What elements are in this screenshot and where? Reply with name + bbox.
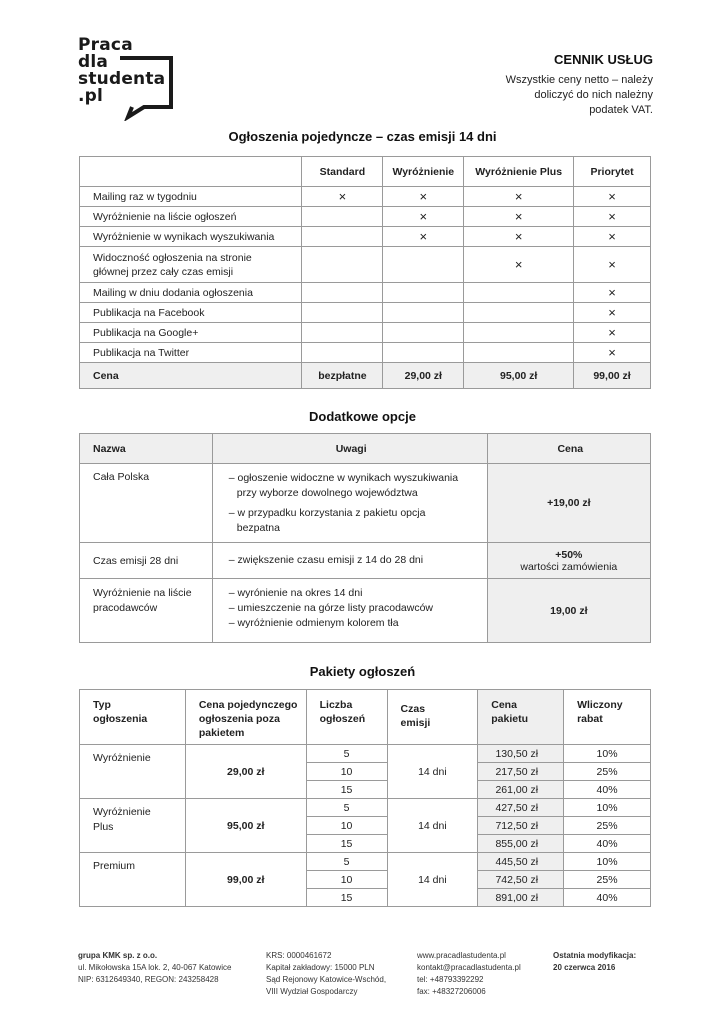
- feature-label: Mailing raz w tygodniu: [80, 187, 302, 207]
- ad-count: 10: [306, 871, 387, 889]
- fax: fax: +48327206006: [417, 987, 486, 996]
- discount: 10%: [564, 853, 651, 871]
- discount: 40%: [564, 835, 651, 853]
- ad-count: 10: [306, 817, 387, 835]
- check-mark: ×: [464, 227, 574, 247]
- table-row: [80, 283, 651, 303]
- column-header: Liczba ogłoszeń: [306, 690, 387, 745]
- website-link[interactable]: www.pracadlastudenta.pl: [417, 951, 506, 960]
- package-price: 445,50 zł: [478, 853, 564, 871]
- price-list-header: [453, 52, 653, 118]
- column-header: Priorytet: [574, 157, 651, 187]
- package-type: Premium: [80, 853, 186, 907]
- package-price: 427,50 zł: [478, 799, 564, 817]
- column-header: Wliczony rabat: [564, 690, 651, 745]
- option-notes: – zwiększenie czasu emisji z 14 do 28 dni: [212, 543, 487, 579]
- check-mark: ×: [574, 247, 651, 283]
- ad-count: 15: [306, 835, 387, 853]
- feature-label: Mailing w dniu dodania ogłoszenia: [80, 283, 302, 303]
- check-mark: ×: [574, 303, 651, 323]
- discount: 10%: [564, 799, 651, 817]
- price-label: Cena: [80, 363, 302, 389]
- column-header: Typ ogłoszenia: [80, 690, 186, 745]
- column-header: Uwagi: [212, 434, 487, 464]
- emission-time: 14 dni: [387, 853, 478, 907]
- column-header: Cena pojedynczego ogłoszenia poza pakietem: [185, 690, 306, 745]
- option-price: +19,00 zł: [487, 464, 650, 543]
- price-standard: bezpłatne: [302, 363, 383, 389]
- price-row: [80, 363, 651, 389]
- table-row: [80, 464, 651, 543]
- feature-label: Publikacja na Facebook: [80, 303, 302, 323]
- table-row: [80, 247, 651, 283]
- check-mark: ×: [464, 247, 574, 283]
- feature-label: Publikacja na Twitter: [80, 343, 302, 363]
- table-row: [80, 303, 651, 323]
- logo-text: Praca dla studenta .pl: [78, 35, 166, 106]
- package-price: 855,00 zł: [478, 835, 564, 853]
- package-price: 742,50 zł: [478, 871, 564, 889]
- table-row: [80, 745, 651, 763]
- option-price: +50% wartości zamówienia: [487, 543, 650, 579]
- single-price: 99,00 zł: [185, 853, 306, 907]
- discount: 40%: [564, 781, 651, 799]
- price-highlight-plus: 95,00 zł: [464, 363, 574, 389]
- table-row: [80, 853, 651, 871]
- column-header: Cena pakietu: [478, 690, 564, 745]
- section-title-single-ads: Ogłoszenia pojedyncze – czas emisji 14 dni: [228, 129, 497, 144]
- check-mark: ×: [302, 187, 383, 207]
- check-mark: ×: [464, 207, 574, 227]
- check-mark: ×: [383, 187, 464, 207]
- ad-count: 5: [306, 853, 387, 871]
- single-ads-table: [79, 156, 651, 389]
- emission-time: 14 dni: [387, 745, 478, 799]
- footer-registration: KRS: 0000461672 Kapitał zakładowy: 15000 PLN Sąd Rejonowy Katowice-Wschód, VIII Wydział Gospodarczy: [266, 951, 387, 996]
- price-highlight: 29,00 zł: [383, 363, 464, 389]
- check-mark: ×: [383, 227, 464, 247]
- package-price: 130,50 zł: [478, 745, 564, 763]
- ad-count: 5: [306, 745, 387, 763]
- discount: 25%: [564, 871, 651, 889]
- package-price: 712,50 zł: [478, 817, 564, 835]
- discount: 25%: [564, 817, 651, 835]
- check-mark: ×: [574, 187, 651, 207]
- ad-count: 10: [306, 763, 387, 781]
- check-mark: ×: [574, 207, 651, 227]
- discount: 40%: [564, 889, 651, 907]
- vat-note: Wszystkie ceny netto – należy doliczyć do nich należny podatek VAT.: [505, 74, 653, 116]
- email-link[interactable]: kontakt@pracadlastudenta.pl: [417, 963, 521, 972]
- ad-count: 15: [306, 889, 387, 907]
- column-header: Wyróżnienie Plus: [464, 157, 574, 187]
- package-price: 891,00 zł: [478, 889, 564, 907]
- table-row: [80, 187, 651, 207]
- column-header: Wyróżnienie: [383, 157, 464, 187]
- column-header: Cena: [487, 434, 650, 464]
- footer-contact: [417, 950, 521, 998]
- price-priority: 99,00 zł: [574, 363, 651, 389]
- package-type: Wyróżnienie: [80, 745, 186, 799]
- emission-time: 14 dni: [387, 799, 478, 853]
- table-header-row: [80, 157, 651, 187]
- extra-options-table: [79, 433, 651, 643]
- feature-label: Widoczność ogłoszenia na stronie głównej przez cały czas emisji: [80, 247, 302, 283]
- phone: tel: +48793392292: [417, 975, 484, 984]
- option-notes: – ogłoszenie widoczne w wynikach wyszukiwania przy wyborze dowolnego województwa – w przypadku korzystania z pakietu opcja bezpatna: [212, 464, 487, 543]
- package-price: 261,00 zł: [478, 781, 564, 799]
- feature-label: Wyróżnienie w wynikach wyszukiwania: [80, 227, 302, 247]
- package-type: Wyróżnienie Plus: [80, 799, 186, 853]
- footer-last-modified: Ostatnia modyfikacja: 20 czerwca 2016: [553, 951, 637, 972]
- check-mark: ×: [574, 227, 651, 247]
- table-row: [80, 207, 651, 227]
- footer-company: grupa KMK sp. z o.o. ul. Mikołowska 15A lok. 2, 40-067 Katowice NIP: 6312649340, REGON: 243258428: [78, 951, 232, 984]
- option-name: Wyróżnienie na liście pracodawców: [80, 579, 213, 643]
- feature-label: Publikacja na Google+: [80, 323, 302, 343]
- option-notes: – wyrónienie na okres 14 dni – umieszczenie na górze listy pracodawców – wyróżnienie odmienym kolorem tła: [212, 579, 487, 643]
- option-name: Cała Polska: [80, 464, 213, 543]
- table-header-row: [80, 690, 651, 745]
- check-mark: ×: [464, 187, 574, 207]
- table-row: [80, 343, 651, 363]
- logo: [78, 37, 178, 121]
- packages-table: [79, 689, 651, 907]
- discount: 25%: [564, 763, 651, 781]
- column-header: Czas emisji: [387, 690, 478, 745]
- check-mark: ×: [574, 343, 651, 363]
- check-mark: ×: [574, 283, 651, 303]
- table-row: [80, 799, 651, 817]
- package-price: 217,50 zł: [478, 763, 564, 781]
- check-mark: ×: [383, 207, 464, 227]
- section-title-extra-options: Dodatkowe opcje: [309, 409, 416, 424]
- option-price: 19,00 zł: [487, 579, 650, 643]
- document-title: CENNIK USŁUG: [554, 52, 653, 67]
- ad-count: 15: [306, 781, 387, 799]
- table-row: [80, 579, 651, 643]
- discount: 10%: [564, 745, 651, 763]
- empty-header-cell: [80, 157, 302, 187]
- column-header: Nazwa: [80, 434, 213, 464]
- table-row: [80, 323, 651, 343]
- ad-count: 5: [306, 799, 387, 817]
- feature-label: Wyróżnienie na liście ogłoszeń: [80, 207, 302, 227]
- table-row: [80, 543, 651, 579]
- table-row: [80, 227, 651, 247]
- section-title-packages: Pakiety ogłoszeń: [309, 664, 416, 679]
- column-header: Standard: [302, 157, 383, 187]
- single-price: 95,00 zł: [185, 799, 306, 853]
- option-name: Czas emisji 28 dni: [80, 543, 213, 579]
- single-price: 29,00 zł: [185, 745, 306, 799]
- check-mark: ×: [574, 323, 651, 343]
- table-header-row: [80, 434, 651, 464]
